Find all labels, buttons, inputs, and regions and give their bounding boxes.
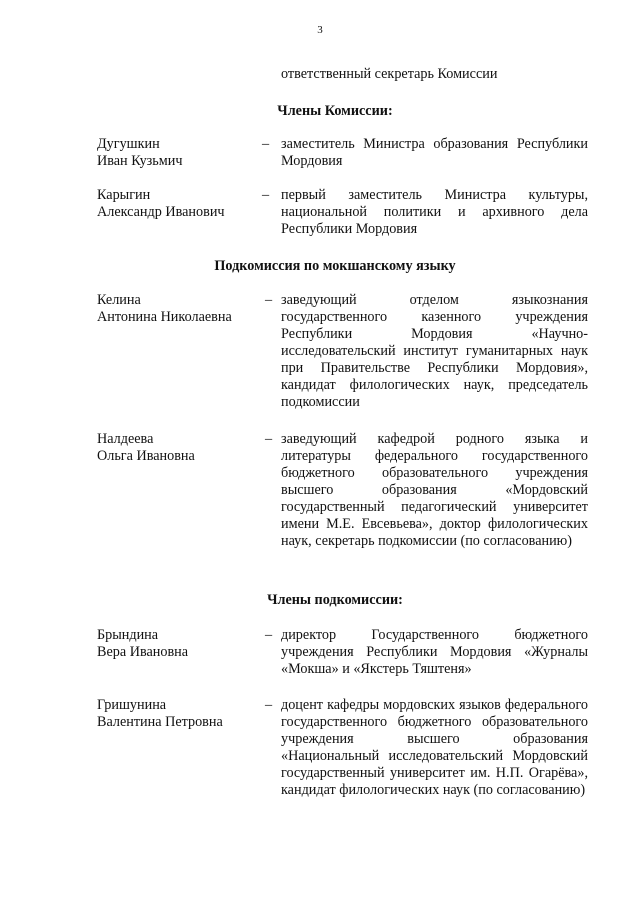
dash-separator: – (265, 697, 273, 713)
member-name (97, 627, 272, 661)
heading-subcommission-members: Члены подкомиссии: (267, 592, 403, 608)
member-position: директор Государственного бюджетного учреждения Республики Мордовия «Журналы «Мокша» и «Якстерь Тяштеня» (281, 627, 588, 677)
member-entry (97, 136, 592, 169)
member-surname: Келина (97, 292, 141, 308)
page-number: 3 (317, 24, 323, 36)
member-surname: Брындина (97, 627, 159, 643)
heading-subcommission: Подкомиссия по мокшанскому языку (214, 258, 456, 274)
member-position: первый заместитель Министра культуры, национальной политики и архивного дела Республики Мордовия (281, 187, 588, 237)
dash-separator: – (265, 431, 273, 447)
member-position: доцент кафедры мордовских языков федерального государственного бюджетного образовательного учреждения высшего образования «Национальный исследовательский Мордовский государственный университет им. Н.П. Огарёва», кандидат филологических наук (по согласованию) (281, 697, 588, 798)
heading-commission-members: Члены Комиссии: (277, 103, 393, 119)
member-given-names: Валентина Петровна (97, 714, 223, 730)
dash-separator: – (265, 292, 273, 308)
member-given-names: Вера Ивановна (97, 644, 189, 660)
member-position: заведующий кафедрой родного языка и литературы федерального государственного бюджетного образовательного учреждения высшего образования «Мордовский государственный педагогический университет имени М.Е. Евсевьева», доктор филологических наук, секретарь подкомиссии (по согласованию) (281, 431, 588, 549)
member-entry (97, 431, 592, 549)
member-position: заместитель Министра образования Республики Мордовия (281, 136, 588, 169)
member-surname: Гришунина (97, 697, 167, 713)
member-surname: Дугушкин (97, 136, 160, 152)
member-entry (97, 292, 592, 410)
member-name (97, 187, 272, 221)
member-given-names: Антонина Николаевна (97, 309, 232, 325)
member-entry (97, 187, 592, 237)
member-given-names: Александр Иванович (97, 204, 225, 220)
dash-separator: – (262, 136, 270, 152)
member-name (97, 136, 272, 170)
member-given-names: Иван Кузьмич (97, 153, 183, 169)
dash-separator: – (262, 187, 270, 203)
intro-line: ответственный секретарь Комиссии (281, 66, 498, 82)
member-entry (97, 627, 592, 677)
member-surname: Карыгин (97, 187, 151, 203)
member-position: заведующий отделом языкознания государственного казенного учреждения Республики Мордовия «Научно-исследовательский институт гуманитарных наук при Правительстве Республики Мордовия», кандидат филологических наук, председатель подкомиссии (281, 292, 588, 410)
member-entry (97, 697, 592, 798)
dash-separator: – (265, 627, 273, 643)
member-surname: Налдеева (97, 431, 154, 447)
member-name (97, 697, 272, 731)
member-name (97, 431, 272, 465)
member-given-names: Ольга Ивановна (97, 448, 195, 464)
member-name (97, 292, 272, 326)
